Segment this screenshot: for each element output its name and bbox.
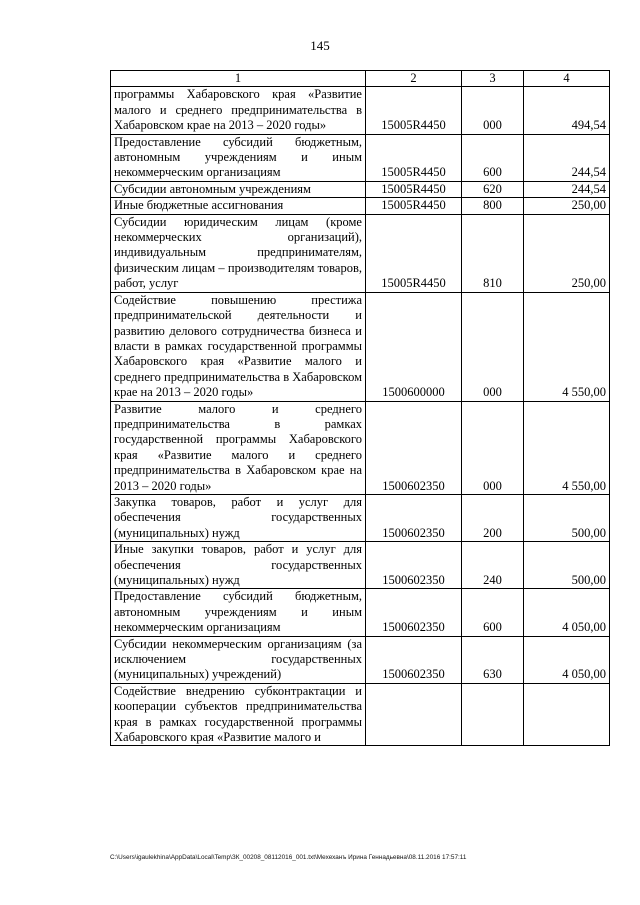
row-csr-code: 15005R4450 [366,87,462,134]
table-row [111,134,610,181]
row-vr-code: 600 [462,134,524,181]
row-name: программы Хабаровского края «Развитие малого и среднего предпринимательства в Хабаровском крае на 2013 – 2020 годы» [111,87,366,134]
row-amount: 500,00 [524,542,610,589]
row-name: Субсидии некоммерческим организациям (за исключением государственных (муниципальных) учреждений) [111,636,366,683]
row-amount: 4 050,00 [524,636,610,683]
table-row [111,494,610,541]
table-row [111,87,610,134]
row-vr-code: 800 [462,198,524,214]
header-col-4: 4 [524,71,610,87]
row-amount: 4 050,00 [524,589,610,636]
table-header-row [111,71,610,87]
row-name: Субсидии юридическим лицам (кроме некоммерческих организаций), индивидуальным предпринимателям, физическим лицам – производителям товаров, работ, услуг [111,214,366,292]
row-name: Иные бюджетные ассигнования [111,198,366,214]
row-csr-code: 15005R4450 [366,181,462,197]
table-row [111,636,610,683]
table-row [111,292,610,401]
row-name: Развитие малого и среднего предпринимательства в рамках государственной программы Хабаровского края «Развитие малого и среднего предпринимательства в Хабаровском крае на 2013 – 2020 годы» [111,401,366,494]
row-name: Содействие повышению престижа предпринимательской деятельности и развитию делового сотрудничества бизнеса и власти в рамках государственной программы Хабаровского края «Развитие малого и среднего предпринимательства в Хабаровском крае на 2013 – 2020 годы» [111,292,366,401]
row-vr-code: 000 [462,401,524,494]
row-csr-code: 1500602350 [366,401,462,494]
row-name: Субсидии автономным учреждениям [111,181,366,197]
row-csr-code: 1500602350 [366,542,462,589]
row-csr-code: 15005R4450 [366,134,462,181]
table-row [111,542,610,589]
row-name: Содействие внедрению субконтрактации и кооперации субъектов предпринимательства края в рамках государственной программы Хабаровского края «Развитие малого и [111,683,366,746]
row-vr-code: 630 [462,636,524,683]
budget-table [110,70,610,746]
row-name: Предоставление субсидий бюджетным, автономным учреждениям и иным некоммерческим организациям [111,589,366,636]
row-csr-code: 1500600000 [366,292,462,401]
row-amount: 500,00 [524,494,610,541]
table-row [111,589,610,636]
row-vr-code: 600 [462,589,524,636]
page-number: 145 [310,38,330,53]
table-row [111,181,610,197]
row-amount [524,683,610,746]
row-vr-code: 810 [462,214,524,292]
row-csr-code: 1500602350 [366,636,462,683]
header-col-2: 2 [366,71,462,87]
row-name: Предоставление субсидий бюджетным, автономным учреждениям и иным некоммерческим организациям [111,134,366,181]
row-amount: 4 550,00 [524,401,610,494]
row-vr-code: 000 [462,87,524,134]
row-csr-code: 1500602350 [366,589,462,636]
row-vr-code: 200 [462,494,524,541]
file-path-footer: C:\Users\igaulekhina\AppData\Local\Temp\ЗК_00208_08112016_001.txt\Мехеханъ Ирина Геннадьевна\08.11.2016 17:57:11 [110,854,467,861]
table-row [111,214,610,292]
row-name: Закупка товаров, работ и услуг для обеспечения государственных (муниципальных) нужд [111,494,366,541]
row-amount: 244,54 [524,181,610,197]
row-vr-code [462,683,524,746]
row-amount: 494,54 [524,87,610,134]
row-amount: 244,54 [524,134,610,181]
row-csr-code: 15005R4450 [366,214,462,292]
row-vr-code: 240 [462,542,524,589]
row-name: Иные закупки товаров, работ и услуг для обеспечения государственных (муниципальных) нужд [111,542,366,589]
row-vr-code: 620 [462,181,524,197]
table-row [111,401,610,494]
row-csr-code [366,683,462,746]
row-amount: 250,00 [524,198,610,214]
header-col-3: 3 [462,71,524,87]
row-amount: 4 550,00 [524,292,610,401]
row-amount: 250,00 [524,214,610,292]
header-col-1: 1 [111,71,366,87]
row-csr-code: 15005R4450 [366,198,462,214]
row-vr-code: 000 [462,292,524,401]
row-csr-code: 1500602350 [366,494,462,541]
table-row [111,683,610,746]
table-row [111,198,610,214]
